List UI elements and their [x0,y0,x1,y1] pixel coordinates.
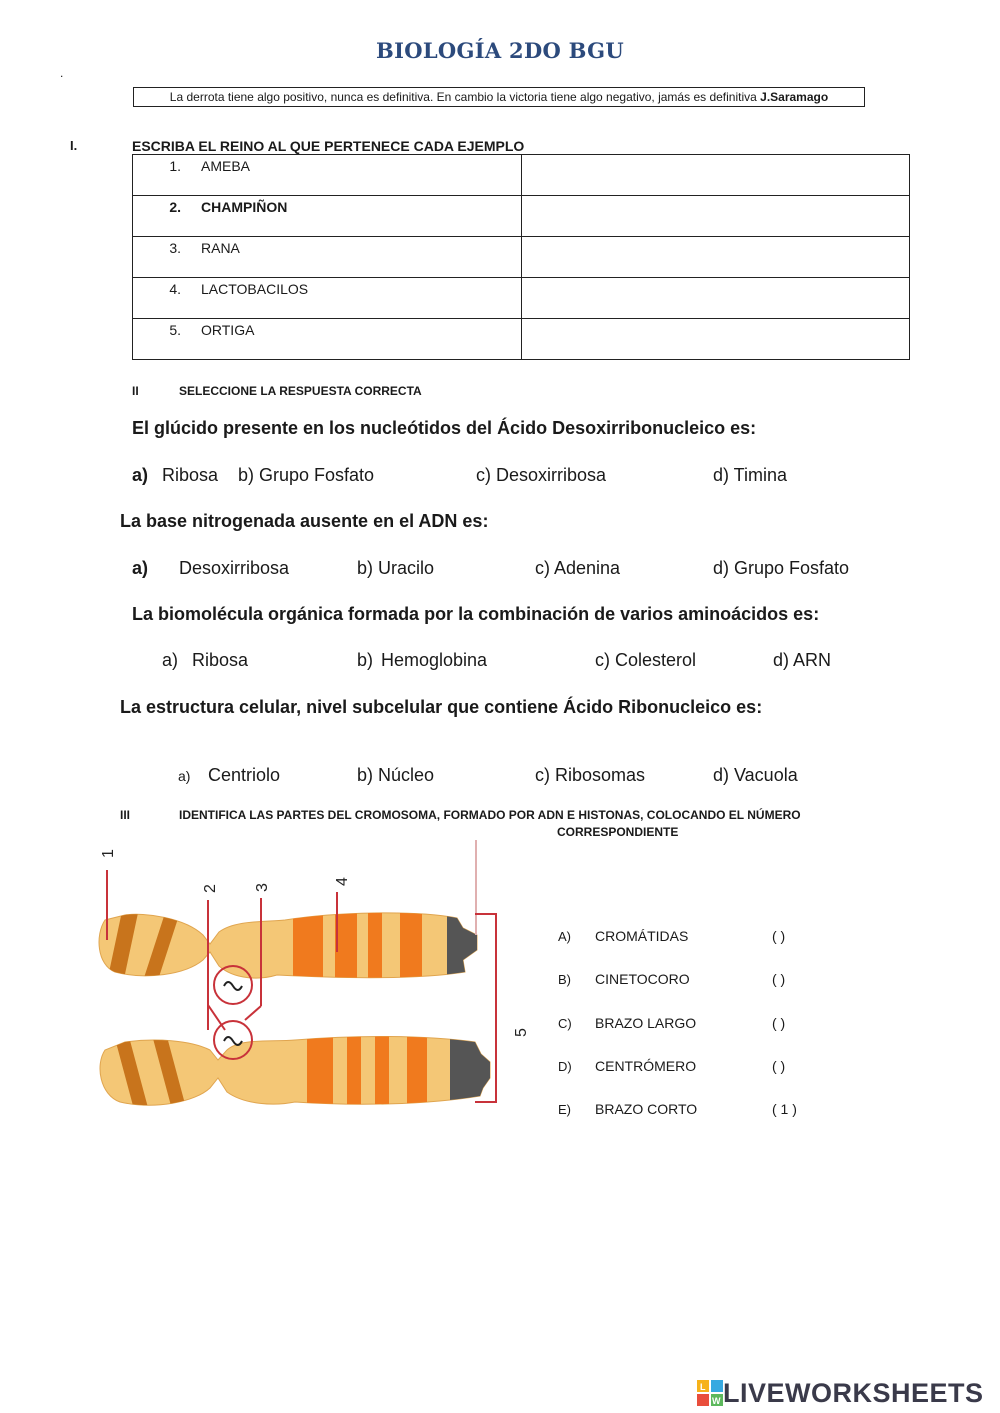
q4-option-b[interactable]: b) Núcleo [357,765,435,785]
q3-option-c[interactable]: c) Colesterol [595,650,697,670]
section-3-heading: IDENTIFICA LAS PARTES DEL CROMOSOMA, FORMADO POR ADN E HISTONAS, COLOCANDO EL NÚMERO [179,808,801,822]
q2-option-a[interactable]: Desoxirribosa [179,558,290,578]
answer-cell[interactable] [522,155,910,196]
band [407,1030,427,1120]
example-label: LACTOBACILOS [201,281,309,297]
q2-option-c[interactable]: c) Adenina [535,558,621,578]
top-chromatid [99,899,487,990]
table-row [133,155,910,196]
row-number: 3. [169,240,181,256]
section-2-number: II [132,384,139,398]
part-d-letter: D) [558,1059,572,1074]
example-label: ORTIGA [201,322,255,338]
stray-mark: . [60,66,64,80]
kinetochore-squiggle [224,982,242,990]
part-c-letter: C) [558,1016,572,1031]
answer-cell[interactable] [522,278,910,319]
part-e-answer[interactable]: ( 1 ) [772,1101,797,1117]
answer-cell[interactable] [522,196,910,237]
example-cell [133,237,522,278]
q3-option-a-marker[interactable]: a) [162,650,179,670]
section-1-heading: ESCRIBA EL REINO AL QUE PERTENECE CADA EJEMPLO [132,138,525,154]
label-3: 3 [254,883,271,892]
part-e-label: BRAZO CORTO [595,1101,698,1117]
q4-option-a[interactable]: Centriolo [208,765,281,785]
row-number: 5. [169,322,181,338]
label-2: 2 [202,884,219,893]
part-a-answer[interactable]: ( ) [772,928,786,944]
example-cell [133,319,522,360]
part-c-answer[interactable]: ( ) [772,1015,786,1031]
part-d-label: CENTRÓMERO [595,1058,697,1074]
row-number: 2. [169,199,181,215]
part-a-letter: A) [558,929,571,944]
example-cell [133,278,522,319]
quote-author: J.Saramago [760,90,829,104]
bottom-chromatid [100,1030,494,1121]
quote-text: La derrota tiene algo positivo, nunca es definitiva. En cambio la victoria tiene algo negativo, jamás es definitiva [169,90,757,104]
example-label: CHAMPIÑON [201,199,288,215]
q4-option-d[interactable]: d) Vacuola [713,765,798,785]
section-3-heading-cont: CORRESPONDIENTE [557,825,679,839]
telomere [450,1030,494,1120]
band [375,1030,389,1120]
q1-option-a-marker[interactable]: a) [132,465,149,485]
liveworksheets-logo-text: LIVEWORKSHEETS [723,1377,984,1408]
section-2-heading: SELECCIONE LA RESPUESTA CORRECTA [179,384,422,398]
q4-option-c[interactable]: c) Ribosomas [535,765,646,785]
question-1-text: El glúcido presente en los nucleótidos del Ácido Desoxirribonucleico es: [132,418,757,438]
answer-cell[interactable] [522,237,910,278]
row-number: 1. [169,158,181,174]
band [347,1030,361,1120]
table-row [133,237,910,278]
quote-box [133,87,865,107]
q3-option-b[interactable]: Hemoglobina [381,650,488,670]
q3-option-b-marker[interactable]: b) [357,650,374,670]
table-row [133,319,910,360]
q3-option-d[interactable]: d) ARN [773,650,832,670]
q2-option-d[interactable]: d) Grupo Fosfato [713,558,850,578]
example-label: AMEBA [201,158,251,174]
label-5: 5 [513,1028,530,1037]
part-a-label: CROMÁTIDAS [595,928,689,944]
part-b-answer[interactable]: ( ) [772,971,786,987]
svg-text:W: W [712,1396,721,1406]
example-label: RANA [201,240,240,256]
svg-text:L: L [700,1382,706,1392]
liveworksheets-logo-icon [697,1380,723,1406]
q1-option-a[interactable]: Ribosa [162,465,219,485]
kinetochore-squiggle [224,1037,242,1045]
answer-cell[interactable] [522,319,910,360]
question-2-text: La base nitrogenada ausente en el ADN es: [120,511,489,531]
q2-option-a-marker[interactable]: a) [132,558,149,578]
section-1-number: I. [70,138,78,153]
q1-option-c[interactable]: c) Desoxirribosa [476,465,607,485]
label-2-branch [208,1005,225,1030]
example-cell [133,155,522,196]
question-3-text: La biomolécula orgánica formada por la combinación de varios aminoácidos es: [132,604,820,624]
band [368,900,382,990]
part-b-letter: B) [558,972,571,987]
label-3-branch [245,1006,261,1020]
q2-option-b[interactable]: b) Uracilo [357,558,435,578]
band [307,1030,333,1120]
kingdom-table [132,154,910,360]
q3-option-a[interactable]: Ribosa [192,650,249,670]
part-b-label: CINETOCORO [595,971,690,987]
chromosome-diagram [85,840,535,1125]
example-cell [133,196,522,237]
part-d-answer[interactable]: ( ) [772,1058,786,1074]
row-number: 4. [169,281,181,297]
page-title: BIOLOGÍA 2DO BGU [376,38,624,63]
table-row [133,278,910,319]
label-4: 4 [334,877,351,886]
q1-option-d[interactable]: d) Timina [713,465,788,485]
table-row [133,196,910,237]
question-4-text: La estructura celular, nivel subcelular que contiene Ácido Ribonucleico es: [120,697,763,717]
liveworksheets-logo[interactable] [697,1376,984,1410]
label-1: 1 [100,849,117,858]
q4-option-a-marker[interactable]: a) [178,768,191,784]
part-c-label: BRAZO LARGO [595,1015,697,1031]
q1-option-b[interactable]: b) Grupo Fosfato [238,465,375,485]
section-3-number: III [120,808,131,822]
part-e-letter: E) [558,1102,571,1117]
